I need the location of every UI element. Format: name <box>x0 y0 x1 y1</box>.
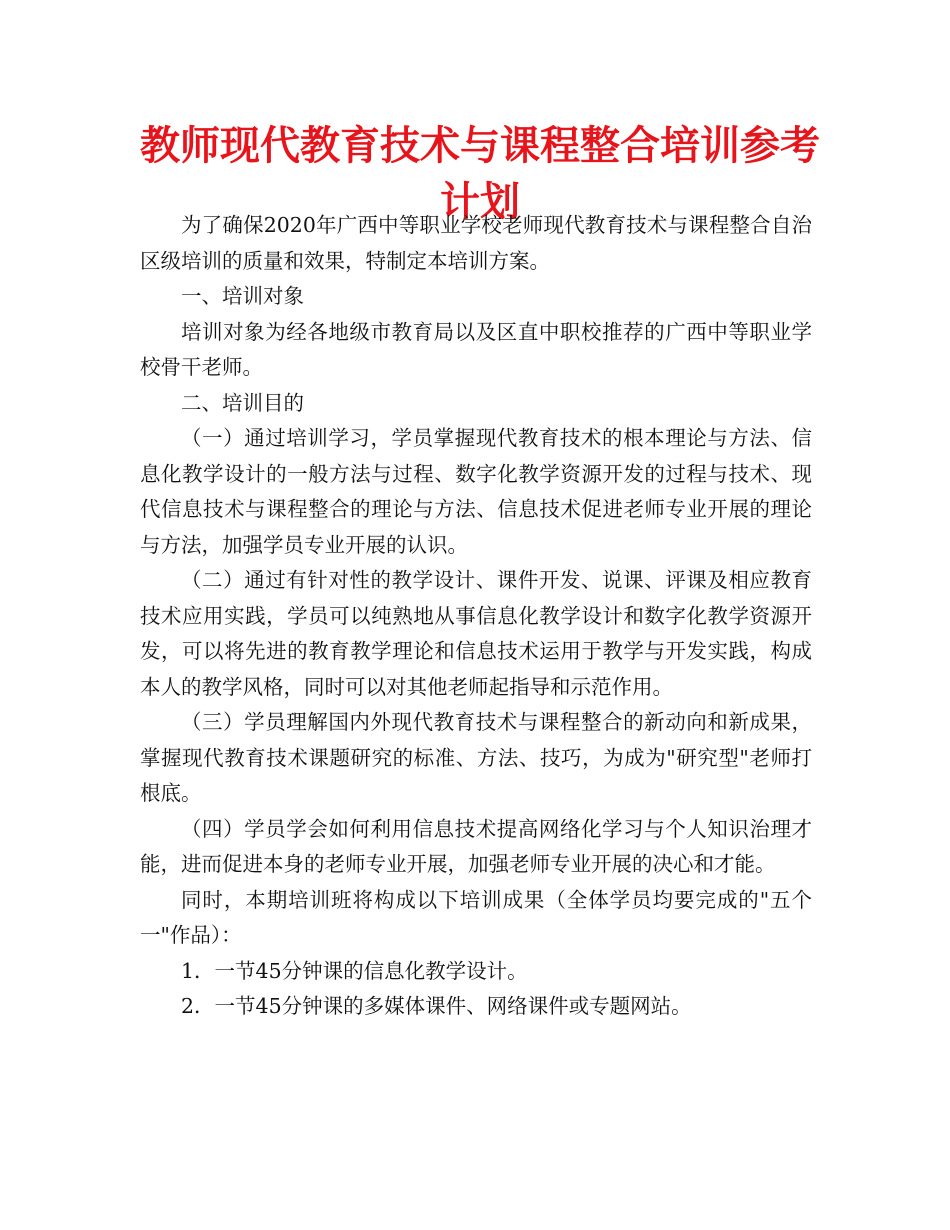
paragraph-intro: 为了确保2020年广西中等职业学校老师现代教育技术与课程整合自治区级培训的质量和效果，特制定本培训方案。 <box>140 213 812 273</box>
list-item-outcome-1: 1．一节45分钟课的信息化教学设计。 <box>181 958 528 983</box>
heading-training-target: 一、培训对象 <box>181 284 304 308</box>
paragraph-purpose-3: （三）学员理解国内外现代教育技术与课程整合的新动向和新成果，掌握现代教育技术课题研究的标准、方法、技巧，为成为"研究型"老师打根底。 <box>140 710 812 805</box>
document-body <box>140 208 812 1025</box>
paragraph-purpose-2: （二）通过有针对性的教学设计、课件开发、说课、评课及相应教育技术应用实践，学员可以纯熟地从事信息化教学设计和数字化教学资源开发，可以将先进的教育教学理论和信息技术运用于教学与开发实践，构成本人的教学风格，同时可以对其他老师起指导和示范作用。 <box>140 568 812 699</box>
paragraph-purpose-4: （四）学员学会如何利用信息技术提高网络化学习与个人知识治理才能，进而促进本身的老师专业开展，加强老师专业开展的决心和才能。 <box>140 816 812 876</box>
paragraph-training-target: 培训对象为经各地级市教育局以及区直中职校推荐的广西中等职业学校骨干老师。 <box>140 319 812 379</box>
paragraph-outcomes: 同时，本期培训班将构成以下培训成果（全体学员均要完成的"五个一"作品）： <box>140 887 812 947</box>
paragraph-purpose-1: （一）通过培训学习，学员掌握现代教育技术的根本理论与方法、信息化教学设计的一般方法与过程、数字化教学资源开发的过程与技术、现代信息技术与课程整合的理论与方法、信息技术促进老师专业开展的理论与方法，加强学员专业开展的认识。 <box>140 426 812 557</box>
document-title: 教师现代教育技术与课程整合培训参考计划 <box>140 123 820 225</box>
list-item-outcome-2: 2．一节45分钟课的多媒体课件、网络课件或专题网站。 <box>181 994 692 1018</box>
heading-training-purpose: 二、培训目的 <box>181 390 304 415</box>
